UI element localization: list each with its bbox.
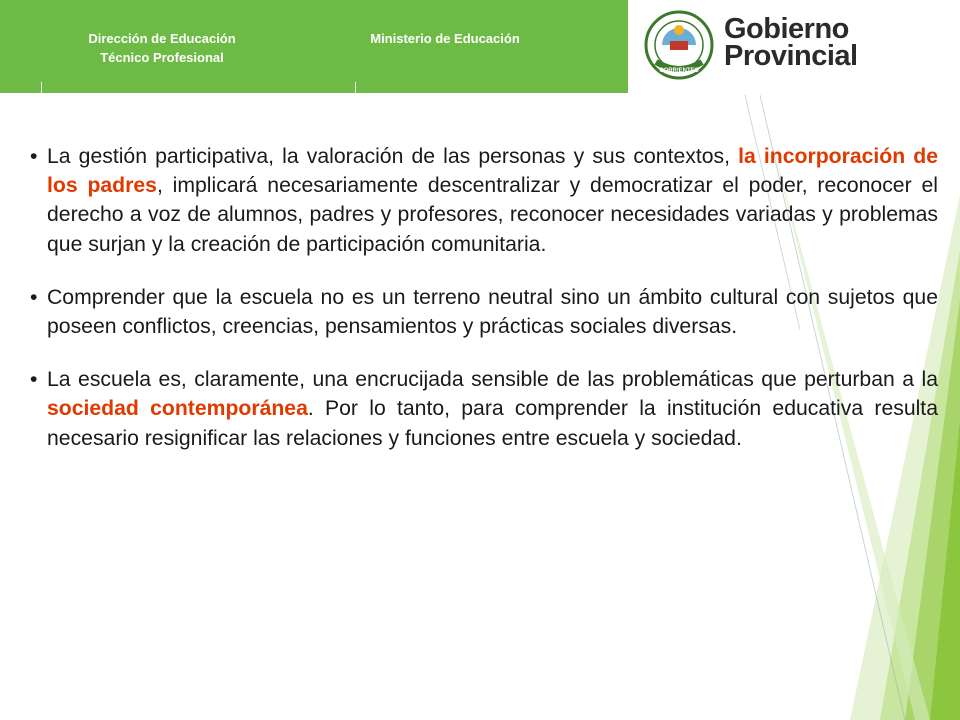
- bullet-text: Comprender que la escuela no es un terreno neutral sino un ámbito cultural con sujetos que poseen conflictos, creencias, pensamientos y prácticas sociales diversas.: [47, 285, 938, 339]
- highlight-society: sociedad contemporánea: [47, 397, 308, 421]
- header-bar: [0, 0, 960, 93]
- header-directorate: [62, 29, 262, 67]
- bullet-marker: •: [30, 368, 38, 392]
- bullet-marker: •: [30, 145, 38, 168]
- bullet-marker: •: [30, 285, 38, 309]
- government-logo: [628, 0, 960, 93]
- header-left-line1: Dirección de Educación: [88, 31, 236, 46]
- highlight-parents: la incorporación de los padres: [47, 145, 938, 198]
- corrientes-seal-icon: [644, 10, 714, 80]
- header-left-line2: Técnico Profesional: [100, 50, 224, 65]
- slide-body: [30, 142, 938, 477]
- seal-label: CORRIENTES: [659, 68, 699, 74]
- logo-line2: Provincial: [724, 40, 858, 72]
- header-divider-mid: [355, 82, 356, 93]
- bullet-text-pre: La escuela es, claramente, una encrucijada sensible de las problemáticas que perturban a la: [47, 368, 938, 392]
- bullet-society: [30, 365, 938, 453]
- bullet-text-pre: La gestión participativa, la valoración de las personas y sus contextos,: [47, 145, 739, 168]
- header-divider-left: [41, 82, 42, 93]
- bullet-school-culture: [30, 283, 938, 341]
- header-ministry: Ministerio de Educación: [370, 31, 520, 46]
- bullet-text-post: , implicará necesariamente descentralizar y democratizar el poder, reconocer el derecho a voz de alumnos, padres y profesores, reconocer necesidades variadas y problemas que surjan y la creación de participación comunitaria.: [47, 174, 938, 256]
- logo-line1: Gobierno: [724, 13, 849, 45]
- bullet-participation: [30, 142, 938, 259]
- bullet-text-post: . Por lo tanto, para comprender la institución educativa resulta necesario resignificar las relaciones y funciones entre escuela y sociedad.: [47, 397, 938, 450]
